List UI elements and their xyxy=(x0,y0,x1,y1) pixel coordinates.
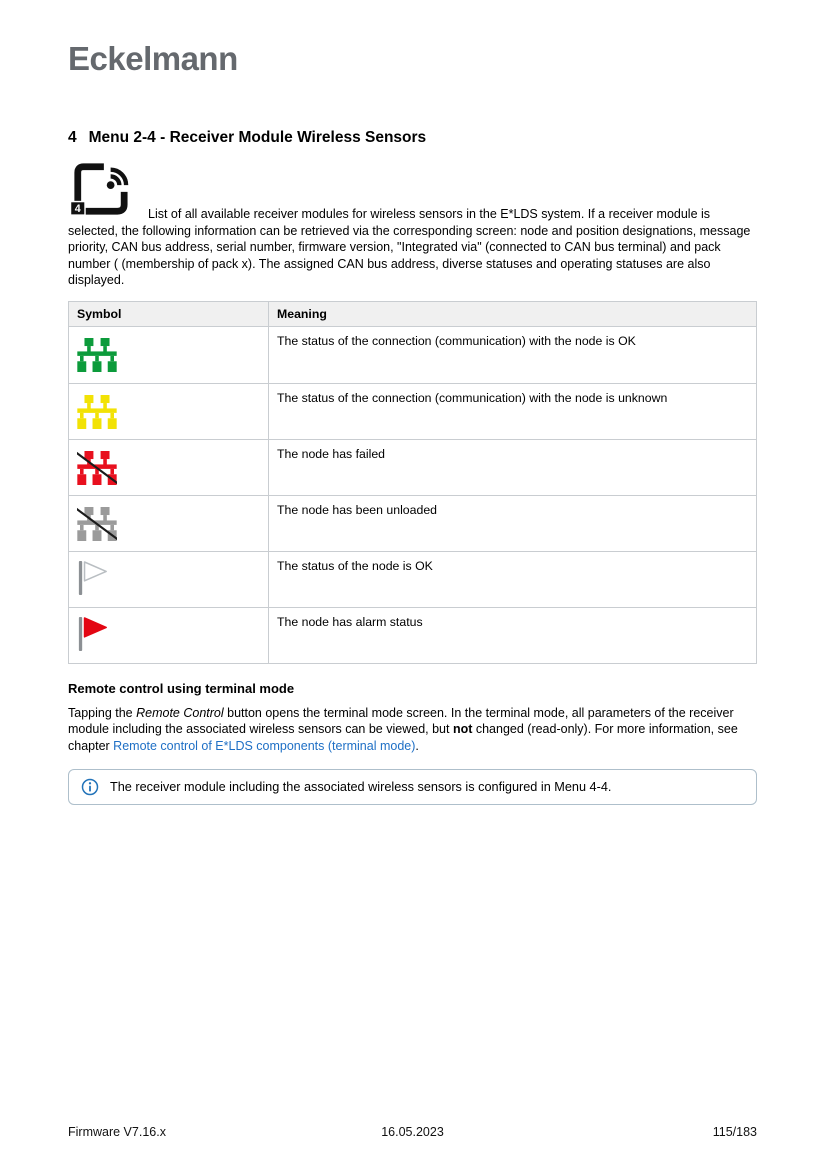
table-row xyxy=(69,551,757,607)
symbol-cell xyxy=(69,551,269,607)
section-number: 4 xyxy=(68,129,77,146)
node-failed-icon xyxy=(77,451,117,485)
meaning-cell: The status of the connection (communication) with the node is unknown xyxy=(269,383,757,439)
meaning-cell: The status of the node is OK xyxy=(269,551,757,607)
footer-page-number: 115/183 xyxy=(712,1125,758,1139)
table-row xyxy=(69,383,757,439)
terminal-mode-paragraph xyxy=(68,705,757,755)
symbol-meaning-table xyxy=(68,301,757,664)
info-note-box xyxy=(68,769,757,805)
table-row xyxy=(69,439,757,495)
table-header-row xyxy=(69,301,757,326)
column-header-symbol: Symbol xyxy=(69,301,269,326)
terminal-text-3: changed (read-only). For more information, see chapter xyxy=(68,722,738,753)
table-row xyxy=(69,607,757,663)
info-icon xyxy=(81,778,99,796)
flag-alarm-icon xyxy=(77,615,109,653)
symbol-cell xyxy=(69,439,269,495)
terminal-text-end: . xyxy=(415,738,419,753)
symbol-cell xyxy=(69,383,269,439)
footer-firmware-version: Firmware V7.16.x xyxy=(68,1125,166,1139)
wifi-dot xyxy=(107,181,115,189)
remote-control-button-name: Remote Control xyxy=(136,705,224,720)
terminal-text-bold: not xyxy=(452,722,473,736)
note-text: The receiver module including the associated wireless sensors is configured in Menu 4-4. xyxy=(110,780,612,794)
section-title: Menu 2-4 - Receiver Module Wireless Sensors xyxy=(88,129,427,146)
node-unloaded-icon xyxy=(77,507,117,541)
meaning-cell: The node has failed xyxy=(269,439,757,495)
column-header-meaning: Meaning xyxy=(269,301,757,326)
flag-pole xyxy=(79,617,82,651)
network-status-ok-icon xyxy=(77,338,117,372)
chapter-link[interactable]: Remote control of E*LDS components (terminal mode) xyxy=(113,738,416,753)
terminal-text-2: button opens the terminal mode screen. In the terminal mode, all parameters of the receiver module including the associated wireless sensors can be viewed, but xyxy=(68,705,734,736)
symbol-cell xyxy=(69,495,269,551)
meaning-cell: The status of the connection (communication) with the node is OK xyxy=(269,326,757,383)
table-row xyxy=(69,326,757,383)
page-footer xyxy=(68,1125,757,1139)
flag-pole xyxy=(79,561,82,595)
page-title xyxy=(68,128,757,147)
intro-text: List of all available receiver modules for wireless sensors in the E*LDS system. If a receiver module is selected, the following information can be retrieved via the corresponding screen: node and position designations, message priority, CAN bus address, serial number, firmware version, "Integrated via" (connected to CAN bus terminal) and pack number ( (membership of pack x). The assigned CAN bus address, diverse statuses and operating statuses are also displayed. xyxy=(68,207,751,287)
receiver-module-menu-icon xyxy=(68,160,132,218)
network-status-unknown-icon xyxy=(77,395,117,429)
table-row xyxy=(69,495,757,551)
terminal-text-1: Tapping the xyxy=(68,705,137,720)
symbol-cell xyxy=(69,326,269,383)
symbol-cell xyxy=(69,607,269,663)
flag-status-ok-icon xyxy=(77,559,109,597)
eckelmann-logo: Eckelmann xyxy=(68,40,238,77)
meaning-cell: The node has been unloaded xyxy=(269,495,757,551)
terminal-mode-heading: Remote control using terminal mode xyxy=(68,680,295,696)
footer-date: 16.05.2023 xyxy=(381,1125,444,1139)
meaning-cell: The node has alarm status xyxy=(269,607,757,663)
menu-number-badge-label: 4 xyxy=(74,203,81,216)
intro-paragraph xyxy=(68,160,757,289)
